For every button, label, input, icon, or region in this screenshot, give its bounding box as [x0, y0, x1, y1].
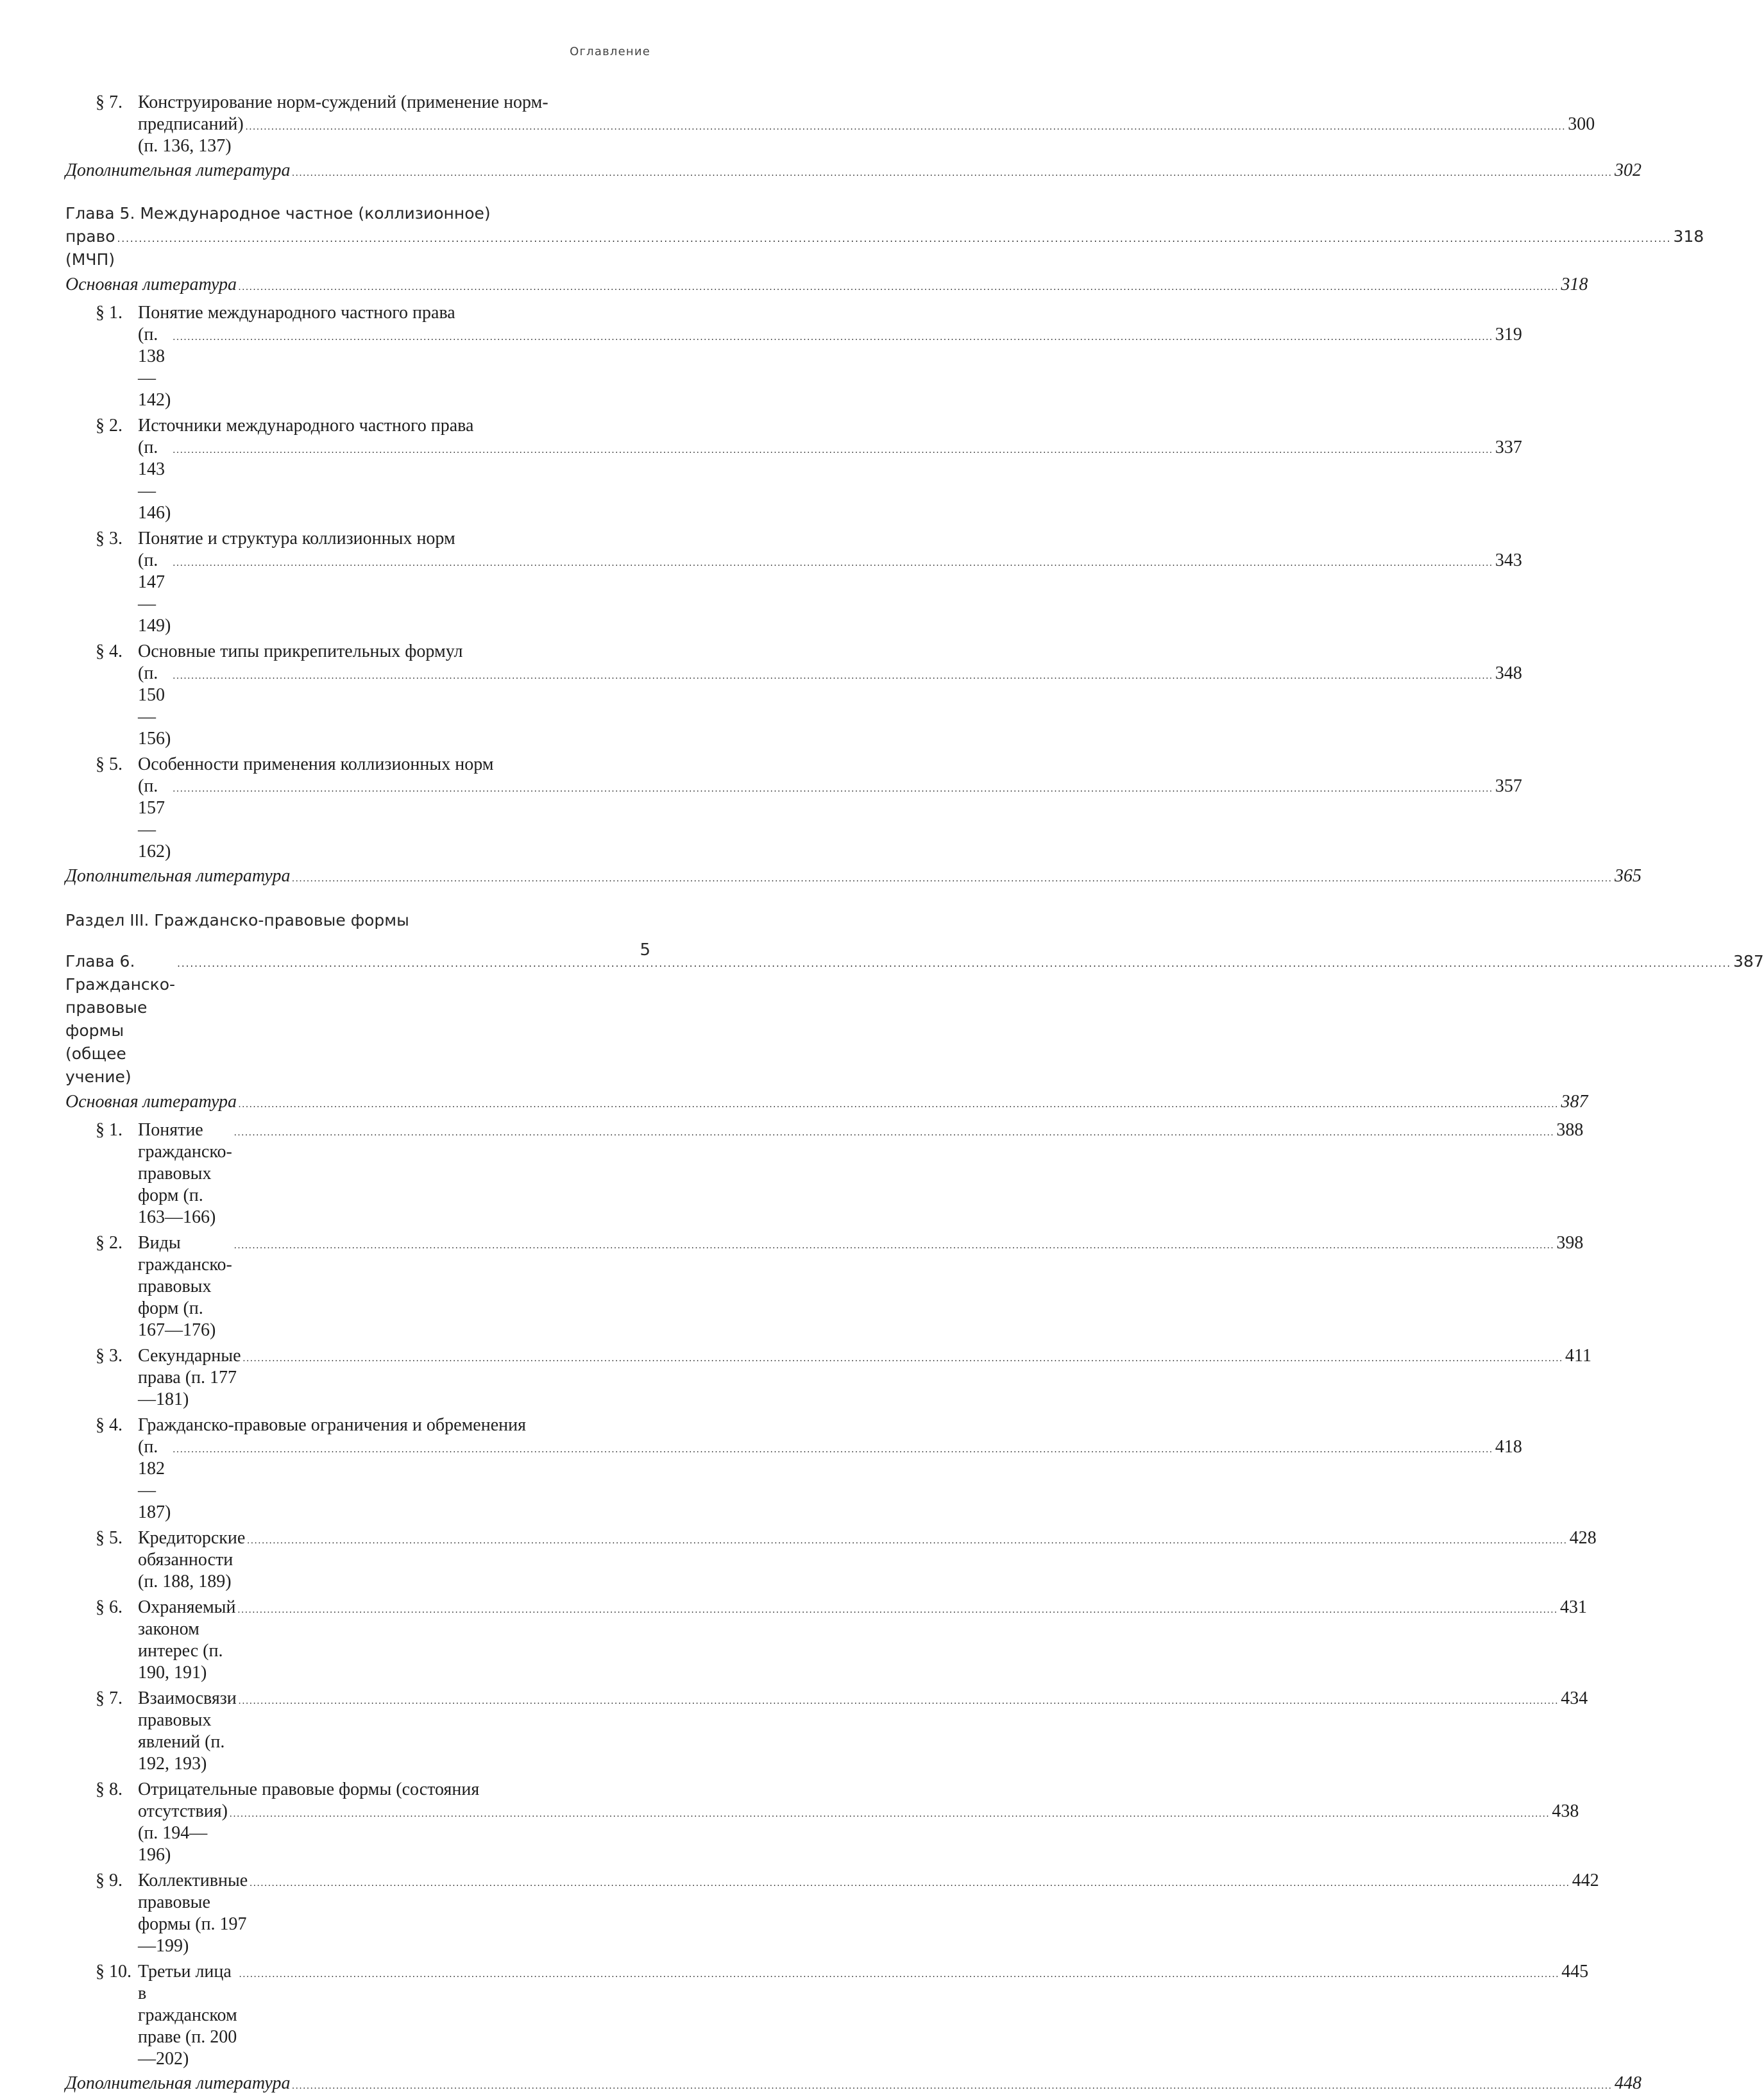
page-ref: 318 — [1673, 227, 1704, 246]
dot-leader — [243, 1348, 1564, 1370]
dot-leader — [237, 1599, 1558, 1621]
page-ref: 411 — [1565, 1346, 1592, 1366]
page-ref: 318 — [1561, 275, 1588, 294]
toc-section — [65, 1688, 1588, 1775]
section-number: § 3. — [96, 1346, 123, 1366]
section-title-cont: (п. 143—146) — [138, 437, 171, 523]
section-title: Источники международного частного права — [138, 416, 474, 436]
section-number: § 2. — [96, 1233, 123, 1253]
literature-label: Дополнительная литература — [65, 2073, 291, 2093]
page-ref: 448 — [1614, 2073, 1641, 2093]
page-number: 5 — [640, 940, 650, 960]
page-ref: 343 — [1495, 550, 1522, 570]
dot-leader — [117, 227, 1672, 250]
page-ref: 337 — [1495, 437, 1522, 457]
literature-label: Дополнительная литература — [65, 866, 291, 886]
section-title: Коллективные правовые формы (п. 197—199) — [138, 1871, 248, 1956]
toc-section — [65, 1232, 1584, 1341]
section-number: § 2. — [96, 416, 123, 436]
section-title-cont: (п. 147—149) — [138, 550, 171, 636]
dot-leader — [173, 1439, 1493, 1461]
toc-section — [65, 1119, 1584, 1228]
section-title-cont: предписаний) (п. 136, 137) — [138, 114, 244, 156]
toc-chapter-5 — [65, 202, 1704, 271]
toc-section — [65, 1414, 1522, 1524]
section-number: § 6. — [96, 1597, 123, 1617]
section-title-cont: (п. 150—156) — [138, 663, 171, 749]
toc-section — [65, 415, 1522, 524]
page-ref: 398 — [1556, 1233, 1584, 1253]
toc-section — [65, 528, 1522, 637]
literature-label: Основная литература — [65, 275, 237, 294]
page-ref: 300 — [1568, 114, 1595, 134]
section-title: Понятие международного частного права — [138, 303, 455, 323]
page-ref: 438 — [1552, 1801, 1579, 1821]
toc-section — [65, 1345, 1592, 1411]
page-ref: 348 — [1495, 663, 1522, 683]
section-number: § 4. — [96, 641, 123, 661]
section-title: Секундарные права (п. 177—181) — [138, 1346, 241, 1409]
dot-leader — [230, 1803, 1550, 1825]
section-title: Особенности применения коллизионных норм — [138, 754, 494, 774]
dot-leader — [292, 2075, 1613, 2097]
page-ref: 442 — [1572, 1871, 1599, 1890]
dot-leader — [173, 439, 1493, 461]
toc-section-ch4-7 — [65, 92, 1595, 157]
toc-section — [65, 754, 1522, 863]
section-title: Основные типы прикрепительных формул — [138, 641, 463, 661]
dot-leader — [247, 1530, 1568, 1552]
toc-part-3: Раздел III. Гражданско-правовые формы — [65, 911, 409, 930]
table-of-contents — [65, 92, 1764, 2097]
section-title-cont: (п. 182—187) — [138, 1437, 171, 1522]
toc-section — [65, 641, 1522, 750]
running-head: Оглавление — [570, 45, 650, 58]
chapter-title-cont: право (МЧП) — [65, 227, 115, 269]
dot-leader — [173, 552, 1493, 574]
page-ref: 445 — [1561, 1962, 1589, 1982]
dot-leader — [239, 276, 1559, 298]
section-number: § 3. — [96, 529, 123, 548]
section-number: § 7. — [96, 1688, 123, 1708]
page-ref: 319 — [1495, 325, 1522, 344]
toc-chapter-6 — [65, 950, 1764, 1089]
section-title: Понятие гражданско-правовых форм (п. 163—166) — [138, 1120, 232, 1227]
page-ref: 418 — [1495, 1437, 1522, 1457]
section-title: Третьи лица в гражданском праве (п. 200—202) — [138, 1962, 237, 2069]
dot-leader — [173, 327, 1493, 348]
literature-label: Основная литература — [65, 1092, 237, 1112]
page-ref: 387 — [1733, 952, 1764, 971]
section-title: Конструирование норм-суждений (применение норм- — [138, 92, 548, 112]
page-ref: 302 — [1614, 160, 1641, 180]
section-number: § 8. — [96, 1779, 123, 1799]
dot-leader — [234, 1122, 1555, 1144]
section-number: § 5. — [96, 754, 123, 774]
toc-additional-literature — [65, 865, 1641, 890]
toc-section — [65, 1961, 1589, 2070]
toc-section — [65, 1870, 1599, 1957]
dot-leader — [292, 868, 1613, 890]
section-title: Отрицательные правовые формы (состояния — [138, 1779, 480, 1799]
section-title-cont: (п. 157—162) — [138, 776, 171, 862]
section-number: § 10. — [96, 1962, 131, 1982]
section-number: § 1. — [96, 303, 123, 323]
section-number: § 9. — [96, 1871, 123, 1890]
toc-section — [65, 1527, 1597, 1593]
dot-leader — [292, 162, 1613, 184]
dot-leader — [246, 116, 1566, 138]
chapter-title: Глава 6. Гражданско-правовые формы (общее учение) — [65, 952, 176, 1086]
section-title-cont: (п. 138—142) — [138, 325, 171, 410]
page-ref: 428 — [1569, 1528, 1597, 1548]
dot-leader — [173, 665, 1493, 687]
section-title: Кредиторские обязанности (п. 188, 189) — [138, 1528, 246, 1592]
dot-leader — [250, 1872, 1570, 1894]
page-ref: 357 — [1495, 776, 1522, 796]
section-title: Охраняемый законом интерес (п. 190, 191) — [138, 1597, 236, 1683]
page-ref: 387 — [1561, 1092, 1588, 1112]
toc-main-literature — [65, 1091, 1588, 1116]
dot-leader — [239, 1690, 1559, 1712]
section-title: Понятие и структура коллизионных норм — [138, 529, 455, 548]
page-ref: 434 — [1561, 1688, 1588, 1708]
chapter-title: Глава 5. Международное частное (коллизионное) — [65, 204, 491, 223]
page-ref: 365 — [1614, 866, 1641, 886]
toc-section — [65, 1779, 1579, 1866]
toc-additional-literature — [65, 160, 1641, 184]
section-number: § 4. — [96, 1415, 123, 1435]
page-ref: 431 — [1559, 1597, 1587, 1617]
section-number: § 5. — [96, 1528, 123, 1548]
literature-label: Дополнительная литература — [65, 160, 291, 180]
section-number: § 1. — [96, 1120, 123, 1140]
page-ref: 388 — [1556, 1120, 1584, 1140]
dot-leader — [177, 952, 1731, 975]
toc-main-literature — [65, 274, 1588, 298]
toc-additional-literature — [65, 2073, 1641, 2097]
dot-leader — [239, 1964, 1560, 1985]
dot-leader — [173, 778, 1493, 800]
section-title: Взаимосвязи правовых явлений (п. 192, 193) — [138, 1688, 237, 1774]
toc-section — [65, 302, 1522, 411]
section-title-cont: отсутствия) (п. 194—196) — [138, 1801, 228, 1865]
dot-leader — [234, 1235, 1555, 1257]
toc-section — [65, 1597, 1587, 1684]
section-title: Виды гражданско-правовых форм (п. 167—176) — [138, 1233, 232, 1340]
dot-leader — [239, 1094, 1559, 1116]
section-title: Гражданско-правовые ограничения и обременения — [138, 1415, 526, 1435]
section-number: § 7. — [96, 92, 123, 112]
